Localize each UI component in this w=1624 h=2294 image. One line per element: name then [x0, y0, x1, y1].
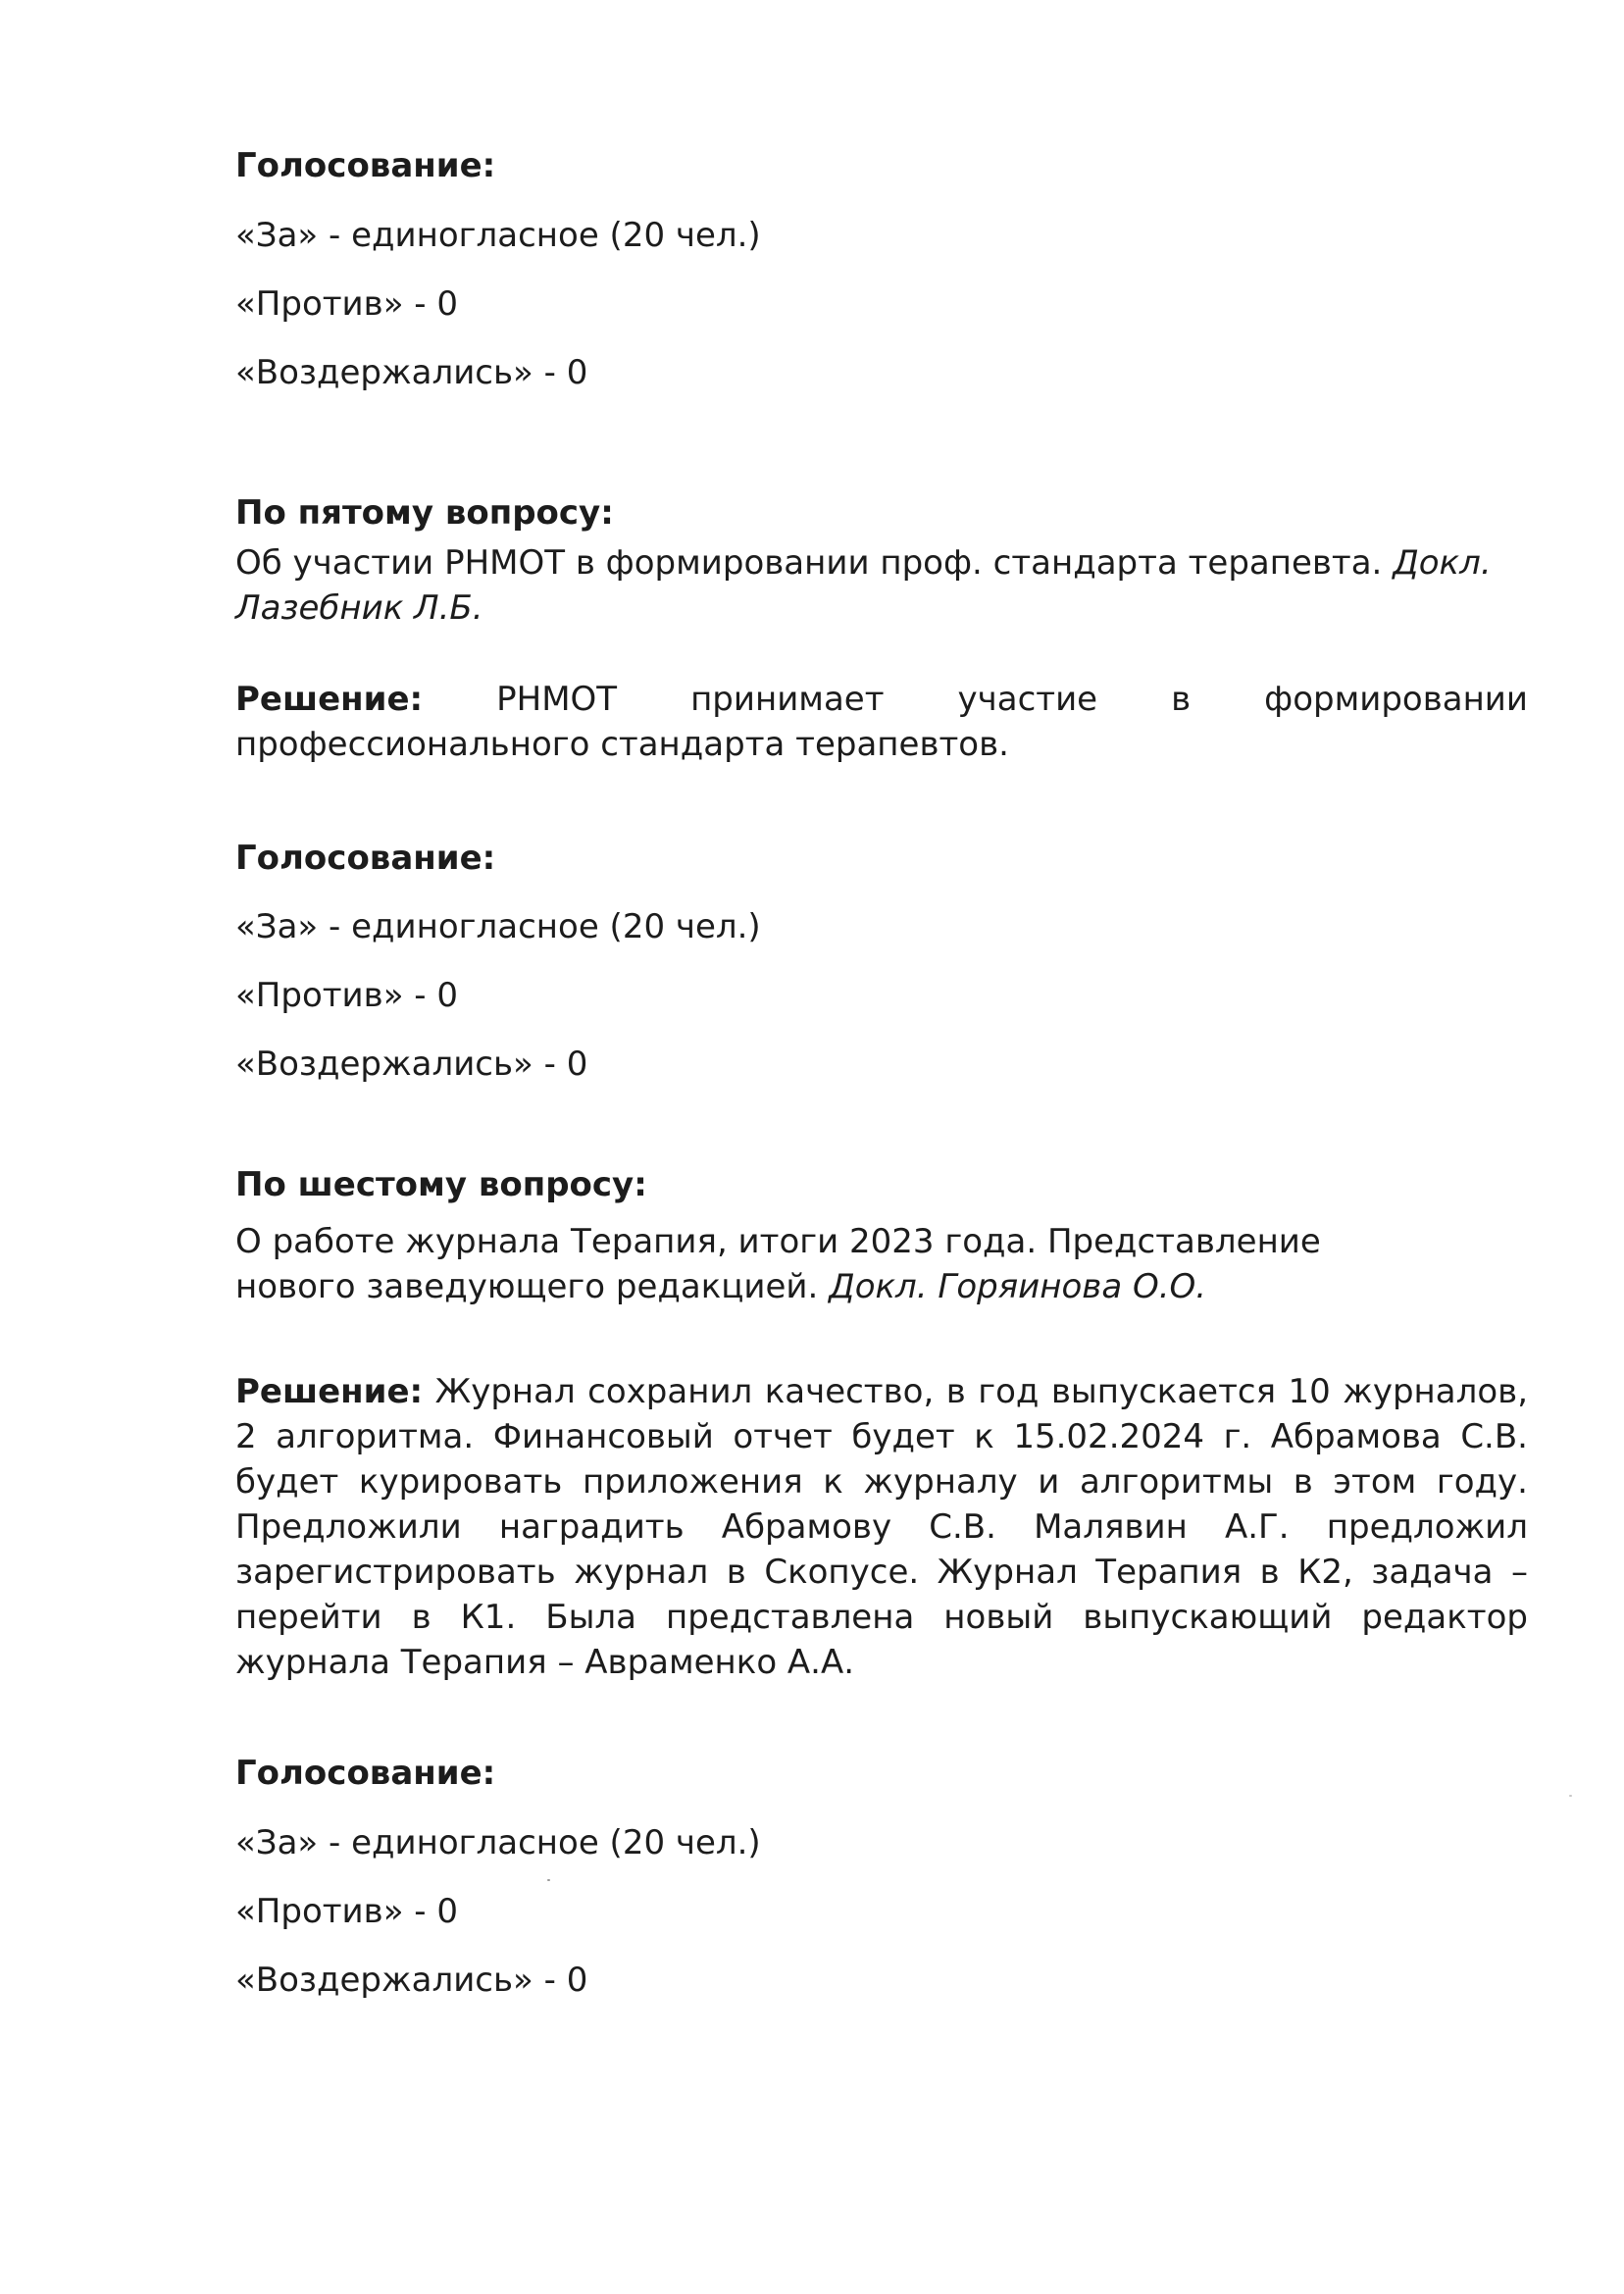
question-6-topic-text: О работе журнала Терапия, итоги 2023 года. Представление нового заведующего редакцией. [235, 1222, 1321, 1306]
decision-label: Решение: [235, 1372, 424, 1411]
scan-speck [547, 1879, 550, 1881]
vote-za: «За» - единогласное (20 чел.) [235, 1823, 761, 1862]
question-6-heading: По шестому вопросу: [235, 1165, 647, 1204]
vote-protiv: «Против» - 0 [235, 976, 459, 1015]
question-6-topic [235, 1219, 1432, 1309]
vote-heading: Голосование: [235, 146, 496, 185]
question-5-topic-text: Об участии РНМОТ в формировании проф. стандарта терапевта. [235, 543, 1383, 583]
decision-text: РНМОТ принимает участие в формировании профессионального стандарта терапевтов. [235, 680, 1528, 764]
question-6-speaker: Докл. Горяинова О.О. [829, 1267, 1207, 1306]
decision-label: Решение: [235, 680, 424, 719]
vote-protiv: «Против» - 0 [235, 1892, 459, 1931]
vote-za: «За» - единогласное (20 чел.) [235, 907, 761, 946]
vote-vozderzhalis: «Воздержались» - 0 [235, 353, 588, 392]
vote-vozderzhalis: «Воздержались» - 0 [235, 1045, 588, 1084]
question-6-decision [235, 1369, 1528, 1685]
vote-vozderzhalis: «Воздержались» - 0 [235, 1961, 588, 2000]
question-5-decision [235, 677, 1528, 767]
vote-za: «За» - единогласное (20 чел.) [235, 216, 761, 255]
question-5-speaker: Докл. Лазебник Л.Б. [235, 543, 1492, 628]
question-5-topic [235, 540, 1528, 631]
vote-protiv: «Против» - 0 [235, 284, 459, 324]
decision-text: Журнал сохранил качество, в год выпускается 10 журналов, 2 алгоритма. Финансовый отчет будет к 15.02.2024 г. Абрамова С.В. будет курировать приложения к журналу и алгоритмы в этом году. Предложили наградить Абрамову С.В. Малявин А.Г. предложил зарегистрировать журнал в Скопусе. Журнал Терапия в К2, задача – перейти в К1. Была представлена новый выпускающий редактор журнала Терапия – Авраменко А.А. [235, 1372, 1528, 1682]
vote-heading: Голосование: [235, 1754, 496, 1793]
question-5-heading: По пятому вопросу: [235, 493, 614, 533]
vote-heading: Голосование: [235, 839, 496, 878]
scan-speck [1569, 1795, 1572, 1797]
